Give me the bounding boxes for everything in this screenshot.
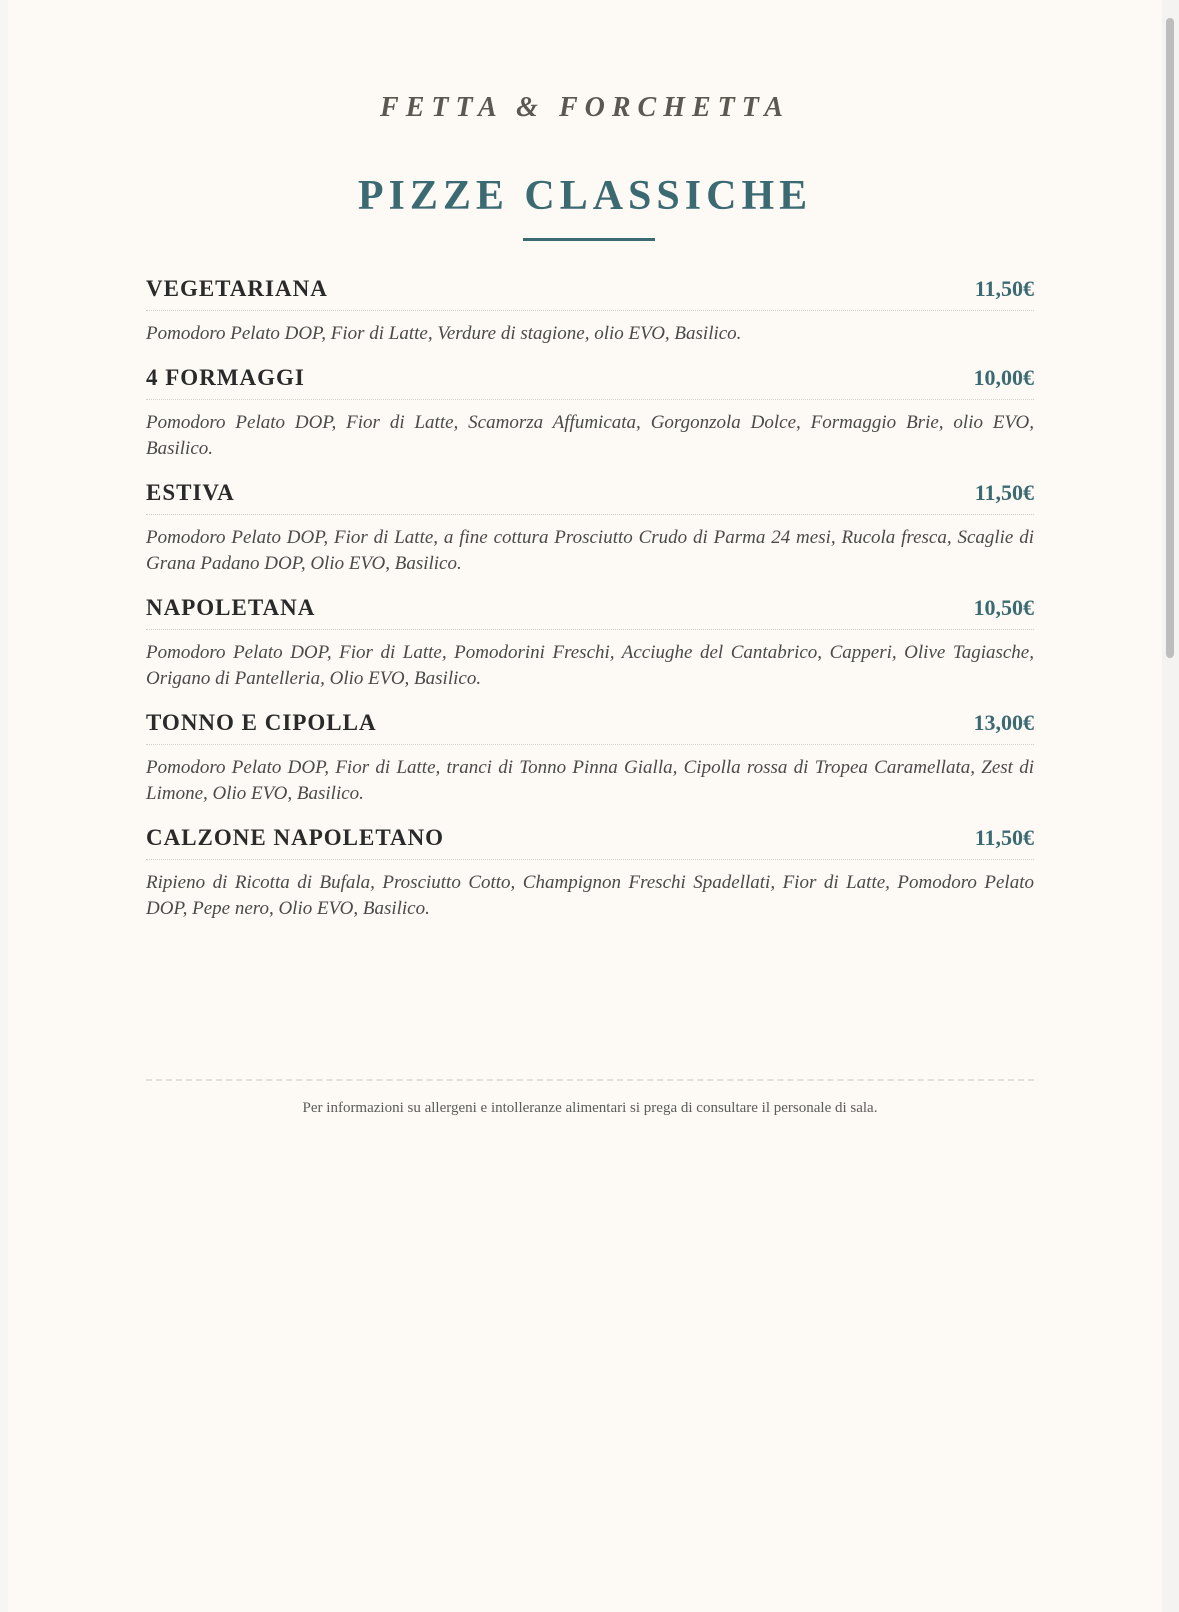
menu-item-description: Pomodoro Pelato DOP, Fior di Latte, Pomodorini Freschi, Acciughe del Cantabrico, Capperi, Olive Tagiasche, Origano di Pantelleria, Olio EVO, Basilico. xyxy=(146,642,1034,689)
menu-item-name: ESTIVA xyxy=(146,480,235,505)
menu-item-description: Pomodoro Pelato DOP, Fior di Latte, a fine cottura Prosciutto Crudo di Parma 24 mesi, Rucola fresca, Scaglie di Grana Padano DOP, Olio EVO, Basilico. xyxy=(146,527,1034,574)
menu-item-tonno-e-cipolla xyxy=(146,710,1034,807)
menu-item-price: 11,50€ xyxy=(974,276,1034,301)
menu-item-name: CALZONE NAPOLETANO xyxy=(146,825,445,850)
menu-item-header xyxy=(146,825,1034,860)
menu-item-calzone-napoletano xyxy=(146,825,1034,922)
menu-item-napoletana xyxy=(146,595,1034,692)
menu-item-price: 10,50€ xyxy=(973,595,1034,620)
menu-item-header xyxy=(146,595,1034,630)
menu-item-price: 13,00€ xyxy=(973,710,1034,735)
menu-item-description: Ripieno di Ricotta di Bufala, Prosciutto Cotto, Champignon Freschi Spadellati, Fior di Latte, Pomodoro Pelato DOP, Pepe nero, Olio EVO, Basilico. xyxy=(146,872,1034,919)
menu-item-header xyxy=(146,365,1034,400)
menu-item-header xyxy=(146,276,1034,311)
menu-item-name: 4 FORMAGGI xyxy=(146,365,305,390)
menu-item-price: 11,50€ xyxy=(974,825,1034,850)
title-divider xyxy=(523,238,655,241)
scrollbar-thumb[interactable] xyxy=(1166,18,1174,658)
menu-item-vegetariana xyxy=(146,276,1034,347)
allergen-note: Per informazioni su allergeni e intolleranze alimentari si prega di consultare il personale di sala. xyxy=(302,1100,878,1116)
menu-item-header xyxy=(146,480,1034,515)
menu-item-header xyxy=(146,710,1034,745)
menu-item-description: Pomodoro Pelato DOP, Fior di Latte, Verdure di stagione, olio EVO, Basilico. xyxy=(146,323,742,344)
menu-item-name: NAPOLETANA xyxy=(146,595,316,620)
restaurant-name: FETTA & FORCHETTA xyxy=(380,92,790,123)
menu-item-price: 10,00€ xyxy=(973,365,1034,390)
menu-item-name: TONNO E CIPOLLA xyxy=(146,710,377,735)
menu-item-price: 11,50€ xyxy=(974,480,1034,505)
menu-item-description: Pomodoro Pelato DOP, Fior di Latte, Scamorza Affumicata, Gorgonzola Dolce, Formaggio Brie, olio EVO, Basilico. xyxy=(146,412,1034,459)
footer-divider xyxy=(146,1079,1034,1081)
menu-list xyxy=(146,276,1034,940)
menu-page xyxy=(8,0,1162,1612)
menu-item-description: Pomodoro Pelato DOP, Fior di Latte, tranci di Tonno Pinna Gialla, Cipolla rossa di Tropea Caramellata, Zest di Limone, Olio EVO, Basilico. xyxy=(146,757,1034,804)
page-title: PIZZE CLASSICHE xyxy=(357,173,813,219)
menu-item-4-formaggi xyxy=(146,365,1034,462)
menu-item-estiva xyxy=(146,480,1034,577)
menu-item-name: VEGETARIANA xyxy=(146,276,328,301)
